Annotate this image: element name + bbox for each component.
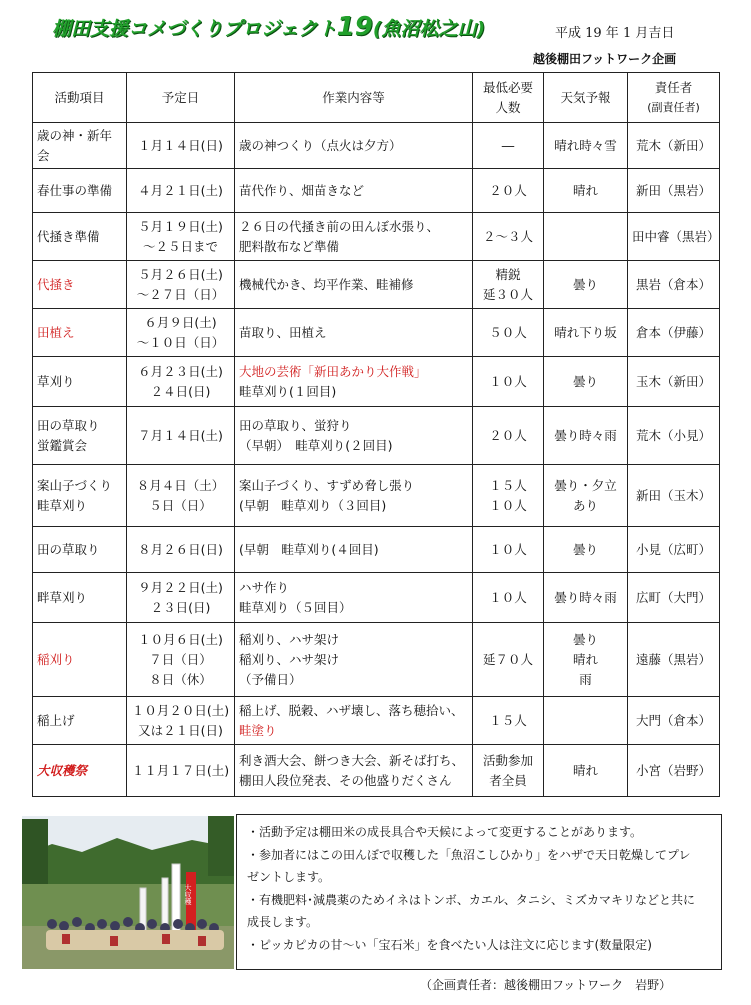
- content-cell-line: ２６日の代掻き前の田んぼ水張り、: [239, 218, 440, 234]
- date-cell: [127, 261, 235, 309]
- leader-cell: [628, 407, 720, 465]
- weather-cell-line: 曇り時々雨: [554, 427, 617, 443]
- people-cell: [473, 573, 544, 623]
- weather-cell: [544, 527, 628, 573]
- weather-cell: [544, 357, 628, 407]
- activity-cell: [33, 465, 127, 527]
- weather-cell-line: あり: [572, 497, 598, 513]
- date-cell: [127, 213, 235, 261]
- people-cell: [473, 261, 544, 309]
- date-cell-line: ６月２３日(土): [138, 363, 223, 379]
- date-cell-line: ７日（日）: [149, 651, 212, 667]
- weather-cell: [544, 697, 628, 745]
- weather-cell: [544, 123, 628, 169]
- weather-cell: [544, 573, 628, 623]
- date-cell-line: ２３日(日): [150, 599, 211, 615]
- leader-cell: [628, 123, 720, 169]
- leader-cell-line: 新田（玉木）: [635, 487, 711, 503]
- header-row: [33, 73, 720, 123]
- people-cell: [473, 309, 544, 357]
- people-cell: [473, 697, 544, 745]
- activity-cell-line: 案山子づくり: [37, 477, 113, 493]
- organizer: 越後棚田フットワーク企画: [533, 52, 677, 66]
- content-cell: [235, 465, 473, 527]
- table-row: [33, 465, 720, 527]
- weather-cell-line: 晴れ: [572, 651, 598, 667]
- activity-cell: [33, 745, 127, 797]
- table-row: [33, 309, 720, 357]
- leader-cell-line: 荒木（新田）: [635, 137, 711, 153]
- weather-cell-line: 曇り: [572, 373, 598, 389]
- activity-cell-line: 会: [37, 147, 50, 163]
- date-cell-line: １月１４日(日): [138, 137, 223, 153]
- leader-cell-line: 小宮（岩野）: [635, 762, 711, 778]
- weather-cell: [544, 309, 628, 357]
- content-cell-line: 苗取り、田植え: [239, 324, 327, 340]
- date-cell: [127, 573, 235, 623]
- content-cell-line: 田の草取り、蛍狩り: [239, 417, 352, 433]
- weather-cell-line: 晴れ: [572, 182, 598, 198]
- activity-cell-line: 畦草刈り: [37, 497, 88, 513]
- date-cell-line: １１月１７日(土): [131, 762, 230, 778]
- activity-cell-line: 田植え: [37, 324, 75, 340]
- note-line: ・ピッカピカの甘～い「宝石米」を食べたい人は注文に応じます(数量限定): [247, 937, 652, 952]
- leader-cell: [628, 573, 720, 623]
- activity-cell-line: 草刈り: [37, 373, 75, 389]
- weather-cell-line: 曇り・夕立: [554, 477, 617, 493]
- leader-cell: [628, 623, 720, 697]
- weather-cell-line: 曇り: [572, 631, 598, 647]
- date-cell-line: ８月２６日(日): [138, 541, 223, 557]
- issue-date: 平成 19 年 1 月吉日: [555, 26, 675, 41]
- content-cell: [235, 213, 473, 261]
- people-cell-line: 活動参加: [482, 752, 533, 768]
- date-cell-line: ５月１９日(土): [138, 218, 223, 234]
- date-cell-line: ８月４日（土）: [136, 477, 225, 493]
- activity-cell: [33, 169, 127, 213]
- table-row: [33, 123, 720, 169]
- activity-cell-line: 歳の神・新年: [37, 127, 113, 143]
- date-cell-line: ２４日(日): [150, 383, 211, 399]
- people-cell-line: 者全員: [489, 772, 527, 788]
- activity-cell: [33, 697, 127, 745]
- content-cell: [235, 745, 473, 797]
- leader-cell-line: 新田（黒岩）: [635, 182, 711, 198]
- leader-cell-line: 小見（広町）: [635, 541, 711, 557]
- content-cell-line: 利き酒大会、餅つき大会、新そば打ち、: [239, 752, 465, 768]
- date-cell-line: ９月２２日(土): [138, 579, 223, 595]
- date-cell: [127, 465, 235, 527]
- people-cell: [473, 213, 544, 261]
- leader-cell: [628, 527, 720, 573]
- weather-cell: [544, 213, 628, 261]
- activity-cell: [33, 309, 127, 357]
- weather-cell-line: 晴れ時々雪: [554, 137, 617, 153]
- notes-box: [236, 814, 722, 970]
- content-cell: [235, 123, 473, 169]
- weather-cell-line: 晴れ: [572, 762, 598, 778]
- leader-cell-line: 遠藤（黒岩）: [635, 651, 711, 667]
- group-photo: [22, 816, 234, 969]
- photo-banner-text: 大収穫: [184, 884, 192, 905]
- content-cell-line: 案山子づくり、すずめ脅し張り: [239, 477, 415, 493]
- leader-cell-line: 玉木（新田）: [635, 373, 711, 389]
- content-cell-line: 畦草刈り(１回目): [239, 383, 337, 399]
- content-cell-line: (早朝 畦草刈り（３回目): [239, 497, 387, 513]
- date-cell: [127, 309, 235, 357]
- people-cell: [473, 745, 544, 797]
- people-cell: [473, 123, 544, 169]
- leader-cell-line: 大門（倉本）: [635, 712, 711, 728]
- content-cell: [235, 407, 473, 465]
- people-cell: [473, 623, 544, 697]
- activity-cell: [33, 527, 127, 573]
- people-cell-line: 延３０人: [482, 286, 533, 302]
- table-row: [33, 697, 720, 745]
- people-cell-line: １０人: [489, 373, 527, 389]
- footer-credit: （企画責任者：越後棚田フットワーク 岩野）: [420, 978, 672, 992]
- activity-cell-line: 畔草刈り: [37, 589, 88, 605]
- date-cell-line: ５日（日）: [149, 497, 212, 513]
- weather-cell-line: 晴れ下り坂: [554, 324, 617, 340]
- leader-cell: [628, 357, 720, 407]
- weather-cell: [544, 465, 628, 527]
- people-cell-line: 延７０人: [482, 651, 533, 667]
- content-cell: [235, 309, 473, 357]
- content-cell: [235, 357, 473, 407]
- content-cell-line: 肥料散布など準備: [239, 238, 340, 254]
- weather-cell: [544, 745, 628, 797]
- leader-cell-line: 荒木（小見）: [635, 427, 711, 443]
- leader-cell-line: 黒岩（倉本）: [635, 276, 711, 292]
- activity-cell: [33, 357, 127, 407]
- note-line: ゼントします。: [247, 870, 331, 884]
- leader-cell-line: 広町（大門）: [635, 589, 711, 605]
- leader-cell: [628, 697, 720, 745]
- table-row: [33, 745, 720, 797]
- title-sub: (魚沼松之山): [372, 18, 486, 40]
- table-row: [33, 261, 720, 309]
- table-row: [33, 573, 720, 623]
- leader-cell: [628, 261, 720, 309]
- people-cell-line: １５人: [489, 477, 527, 493]
- people-cell-line: １０人: [489, 497, 527, 513]
- leader-cell-line: 田中睿（黒岩）: [632, 228, 720, 244]
- activity-cell: [33, 407, 127, 465]
- date-cell-line: １０月２０日(土): [131, 702, 230, 718]
- leader-cell: [628, 213, 720, 261]
- activity-cell-line: 代掻き: [37, 276, 75, 292]
- header-leader: 責任者 (副責任者): [628, 73, 720, 123]
- content-cell-line: 苗代作り、畑苗きなど: [239, 182, 365, 198]
- leader-cell: [628, 309, 720, 357]
- content-cell: [235, 697, 473, 745]
- activity-cell-line: 稲刈り: [37, 651, 75, 667]
- weather-cell: [544, 407, 628, 465]
- activity-cell-line: 大収穫祭: [37, 762, 88, 778]
- date-cell: [127, 123, 235, 169]
- header-content: 作業内容等: [235, 73, 473, 123]
- content-cell-line: 稲刈り、ハサ架け: [239, 651, 340, 667]
- activity-cell: [33, 261, 127, 309]
- weather-cell-line: 雨: [579, 671, 592, 687]
- date-cell: [127, 745, 235, 797]
- weather-cell-line: 曇り: [572, 276, 598, 292]
- content-cell-line: 大地の芸術「新田あかり大作戦」: [239, 363, 427, 379]
- content-cell-line: 歳の神つくり（点火は夕方）: [239, 137, 402, 153]
- content-cell-line: （予備日）: [239, 671, 302, 687]
- content-cell-line: 棚田人段位発表、その他盛りだくさん: [239, 772, 452, 788]
- schedule-table: [32, 72, 720, 797]
- activity-cell: [33, 213, 127, 261]
- people-cell-line: ２０人: [489, 427, 527, 443]
- activity-cell-line: 代掻き準備: [37, 228, 100, 244]
- content-cell: [235, 169, 473, 213]
- weather-cell-line: 曇り: [572, 541, 598, 557]
- weather-cell: [544, 261, 628, 309]
- people-cell-line: ２０人: [489, 182, 527, 198]
- date-cell-line: ５月２６日(土): [138, 266, 223, 282]
- weather-cell-line: 曇り時々雨: [554, 589, 617, 605]
- table-row: [33, 527, 720, 573]
- date-cell-line: ～１０日（日）: [136, 334, 225, 350]
- date-cell-line: ～２５日まで: [142, 238, 218, 254]
- people-cell: [473, 407, 544, 465]
- activity-cell-line: 稲上げ: [37, 712, 75, 728]
- table-row: [33, 623, 720, 697]
- note-line: ・参加者にはこの田んぼで収穫した「魚沼こしひかり」をハザで天日乾燥してプレ: [247, 847, 691, 862]
- activity-cell: [33, 123, 127, 169]
- weather-cell: [544, 169, 628, 213]
- date-cell-line: ６月９日(土): [144, 314, 217, 330]
- header-weather: 天気予報: [544, 73, 628, 123]
- title-main: 棚田支援コメづくりプロジェクト: [52, 18, 337, 40]
- people-cell: [473, 465, 544, 527]
- leader-cell: [628, 169, 720, 213]
- date-cell: [127, 169, 235, 213]
- content-cell-line: 機械代かき、均平作業、畦補修: [239, 276, 414, 292]
- weather-cell: [544, 623, 628, 697]
- content-cell-line: （早朝） 畦草刈り(２回目): [239, 437, 393, 453]
- date-cell-line: ４月２１日(土): [138, 182, 223, 198]
- content-cell-line: 稲刈り、ハサ架け: [239, 631, 340, 647]
- activity-cell-line: 田の草取り: [37, 541, 100, 557]
- content-cell-line: (早朝 畦草刈り(４回目): [239, 541, 379, 557]
- table-row: [33, 169, 720, 213]
- date-cell: [127, 407, 235, 465]
- header-people: 最低必要 人数: [473, 73, 544, 123]
- activity-cell: [33, 623, 127, 697]
- content-cell-line: ハサ作り: [239, 579, 290, 595]
- header-date: 予定日: [127, 73, 235, 123]
- people-cell-line: 精鋭: [495, 266, 521, 282]
- content-cell: [235, 261, 473, 309]
- date-cell: [127, 357, 235, 407]
- note-line: ・活動予定は棚田米の成長具合や天候によって変更することがあります。: [247, 825, 643, 839]
- people-cell: [473, 357, 544, 407]
- leader-cell: [628, 465, 720, 527]
- people-cell-line: ―: [501, 137, 515, 153]
- activity-cell-line: 蛍鑑賞会: [37, 437, 88, 453]
- table-row: [33, 357, 720, 407]
- title-number: 19: [336, 12, 373, 42]
- date-cell-line: ７月１４日(土): [138, 427, 223, 443]
- people-cell-line: １０人: [489, 541, 527, 557]
- people-cell: [473, 169, 544, 213]
- activity-cell-line: 田の草取り: [37, 417, 100, 433]
- date-cell-line: １０月６日(土): [138, 631, 223, 647]
- activity-cell-line: 春仕事の準備: [37, 182, 113, 198]
- content-cell: [235, 623, 473, 697]
- date-cell: [127, 697, 235, 745]
- content-cell-line: 稲上げ、脱穀、ハザ壊し、落ち穂拾い、: [239, 702, 464, 718]
- people-cell-line: ２～３人: [482, 228, 533, 244]
- group-photo-image: [22, 816, 234, 969]
- activity-cell: [33, 573, 127, 623]
- content-cell: [235, 573, 473, 623]
- note-line: ・有機肥料･減農薬のためイネはトンボ、カエル、タニシ、ミズカマキリなどと共に: [247, 892, 695, 907]
- date-cell-line: ８日（休）: [149, 671, 212, 687]
- page-title: [52, 12, 485, 42]
- date-cell: [127, 527, 235, 573]
- header-activity: 活動項目: [33, 73, 127, 123]
- leader-cell: [628, 745, 720, 797]
- content-cell-line: 畦草刈り（５回目）: [239, 599, 352, 615]
- people-cell-line: １５人: [489, 712, 527, 728]
- date-cell-line: ～２７日（日）: [136, 286, 225, 302]
- table-row: [33, 407, 720, 465]
- people-cell: [473, 527, 544, 573]
- table-row: [33, 213, 720, 261]
- people-cell-line: １０人: [489, 589, 527, 605]
- date-cell: [127, 623, 235, 697]
- content-cell: [235, 527, 473, 573]
- people-cell-line: ５０人: [489, 324, 527, 340]
- leader-cell-line: 倉本（伊藤）: [635, 324, 711, 340]
- note-line: 成長します。: [247, 915, 319, 929]
- content-cell-line: 畦塗り: [239, 722, 277, 738]
- date-cell-line: 又は２１日(日): [138, 722, 223, 738]
